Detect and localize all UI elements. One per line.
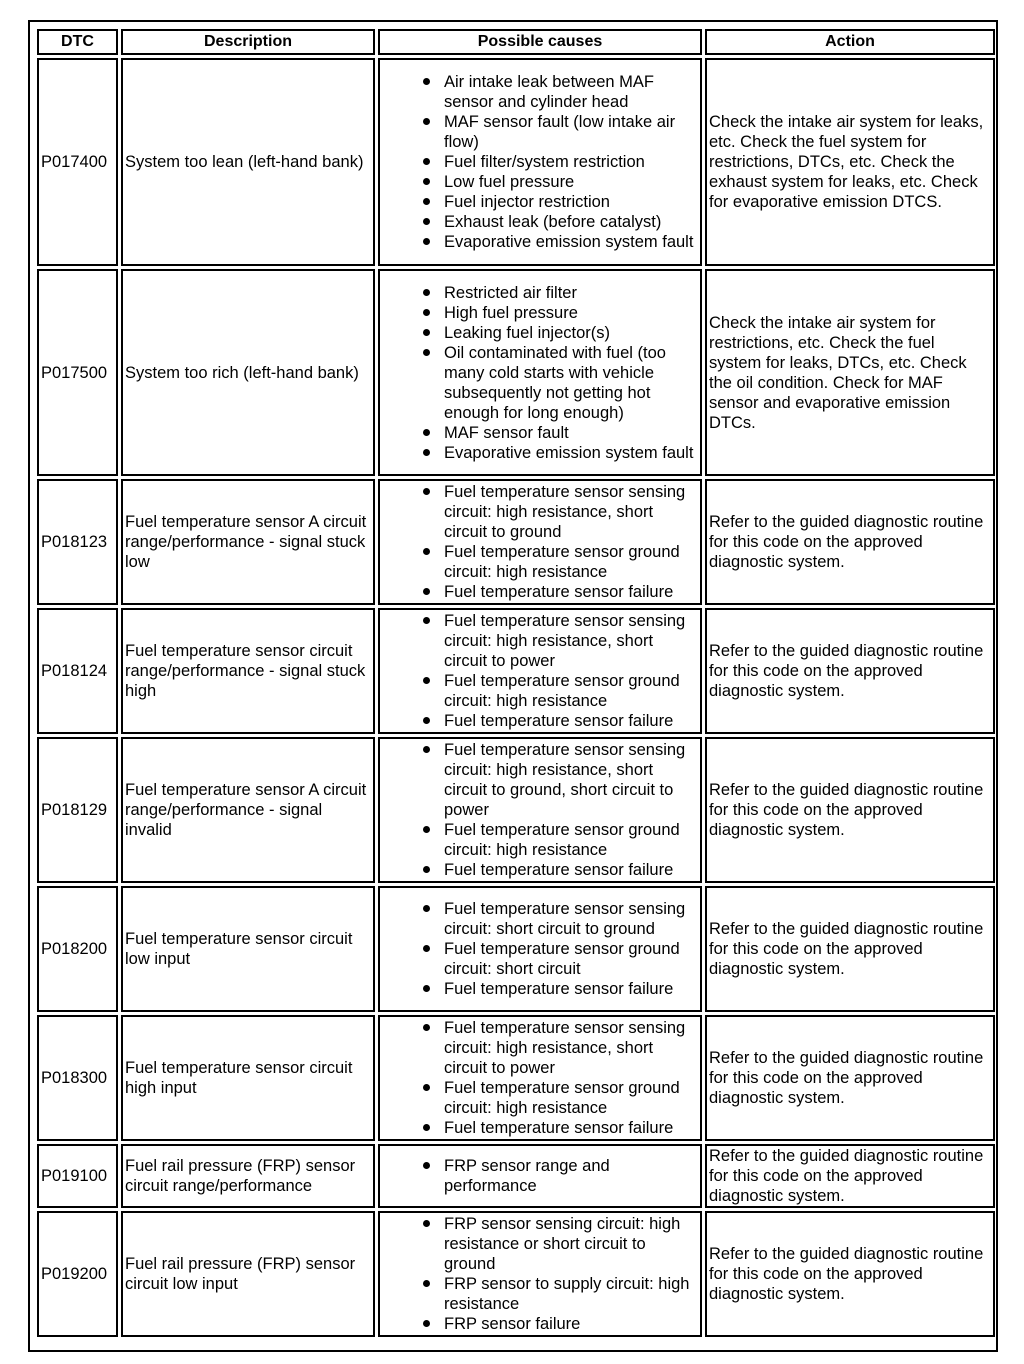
cause-item: FRP sensor sensing circuit: high resistance or short circuit to ground bbox=[444, 1214, 698, 1274]
cause-item: Leaking fuel injector(s) bbox=[444, 323, 698, 343]
cause-item: Air intake leak between MAF sensor and cylinder head bbox=[444, 72, 698, 112]
table-row bbox=[37, 886, 995, 1012]
dtc-code: P018129 bbox=[37, 737, 118, 883]
table-body bbox=[37, 58, 995, 1337]
cause-item: Fuel temperature sensor failure bbox=[444, 1118, 698, 1138]
table-header-row bbox=[37, 29, 995, 55]
cause-item: High fuel pressure bbox=[444, 303, 698, 323]
dtc-description: Fuel temperature sensor circuit low input bbox=[121, 886, 375, 1012]
cause-item: FRP sensor failure bbox=[444, 1314, 698, 1334]
cause-item: FRP sensor range and performance bbox=[444, 1156, 698, 1196]
cause-item: Fuel temperature sensor ground circuit: short circuit bbox=[444, 939, 698, 979]
header-possible-causes: Possible causes bbox=[378, 29, 702, 55]
table-row bbox=[37, 58, 995, 266]
cause-item: Exhaust leak (before catalyst) bbox=[444, 212, 698, 232]
cause-item: MAF sensor fault (low intake air flow) bbox=[444, 112, 698, 152]
dtc-description: Fuel rail pressure (FRP) sensor circuit range/performance bbox=[121, 1144, 375, 1208]
dtc-description: System too lean (left-hand bank) bbox=[121, 58, 375, 266]
possible-causes-cell bbox=[378, 1144, 702, 1208]
possible-causes-cell bbox=[378, 737, 702, 883]
cause-item: Fuel temperature sensor ground circuit: high resistance bbox=[444, 820, 698, 860]
dtc-code: P017500 bbox=[37, 269, 118, 476]
cause-item: Fuel temperature sensor ground circuit: high resistance bbox=[444, 671, 698, 711]
dtc-description: System too rich (left-hand bank) bbox=[121, 269, 375, 476]
dtc-code: P019200 bbox=[37, 1211, 118, 1337]
table-row bbox=[37, 269, 995, 476]
possible-causes-cell bbox=[378, 1015, 702, 1141]
causes-list bbox=[382, 1156, 698, 1196]
dtc-action: Refer to the guided diagnostic routine for this code on the approved diagnostic system. bbox=[705, 608, 995, 734]
dtc-code: P018300 bbox=[37, 1015, 118, 1141]
table-row bbox=[37, 479, 995, 605]
cause-item: Fuel temperature sensor sensing circuit: high resistance, short circuit to ground bbox=[444, 482, 698, 542]
causes-list bbox=[382, 72, 698, 252]
dtc-code: P019100 bbox=[37, 1144, 118, 1208]
causes-list bbox=[382, 740, 698, 880]
dtc-code: P017400 bbox=[37, 58, 118, 266]
cause-item: Evaporative emission system fault bbox=[444, 443, 698, 463]
table-row bbox=[37, 608, 995, 734]
dtc-action: Refer to the guided diagnostic routine for this code on the approved diagnostic system. bbox=[705, 1144, 995, 1208]
dtc-description: Fuel temperature sensor circuit high input bbox=[121, 1015, 375, 1141]
cause-item: Fuel temperature sensor ground circuit: high resistance bbox=[444, 542, 698, 582]
dtc-table-frame bbox=[28, 20, 998, 1352]
possible-causes-cell bbox=[378, 886, 702, 1012]
cause-item: FRP sensor to supply circuit: high resistance bbox=[444, 1274, 698, 1314]
causes-list bbox=[382, 611, 698, 731]
header-dtc: DTC bbox=[37, 29, 118, 55]
dtc-action: Refer to the guided diagnostic routine for this code on the approved diagnostic system. bbox=[705, 1211, 995, 1337]
header-action: Action bbox=[705, 29, 995, 55]
dtc-description: Fuel temperature sensor circuit range/performance - signal stuck high bbox=[121, 608, 375, 734]
cause-item: Evaporative emission system fault bbox=[444, 232, 698, 252]
cause-item: Fuel temperature sensor failure bbox=[444, 860, 698, 880]
table-row bbox=[37, 1144, 995, 1208]
table-row bbox=[37, 737, 995, 883]
possible-causes-cell bbox=[378, 58, 702, 266]
dtc-code: P018123 bbox=[37, 479, 118, 605]
cause-item: Fuel temperature sensor failure bbox=[444, 711, 698, 731]
possible-causes-cell bbox=[378, 269, 702, 476]
dtc-code: P018200 bbox=[37, 886, 118, 1012]
dtc-action: Refer to the guided diagnostic routine for this code on the approved diagnostic system. bbox=[705, 1015, 995, 1141]
causes-list bbox=[382, 1018, 698, 1138]
dtc-action: Refer to the guided diagnostic routine for this code on the approved diagnostic system. bbox=[705, 886, 995, 1012]
cause-item: Fuel temperature sensor ground circuit: high resistance bbox=[444, 1078, 698, 1118]
dtc-description: Fuel temperature sensor A circuit range/performance - signal invalid bbox=[121, 737, 375, 883]
causes-list bbox=[382, 482, 698, 602]
dtc-action: Check the intake air system for restrictions, etc. Check the fuel system for leaks, DTCs, etc. Check the oil condition. Check for MAF sensor and evaporative emission DTCs. bbox=[705, 269, 995, 476]
dtc-action: Check the intake air system for leaks, etc. Check the fuel system for restrictions, DTCs, etc. Check the exhaust system for leaks, etc. Check for evaporative emission DTCS. bbox=[705, 58, 995, 266]
cause-item: Oil contaminated with fuel (too many cold starts with vehicle subsequently not getting hot enough for long enough) bbox=[444, 343, 698, 423]
cause-item: Fuel temperature sensor failure bbox=[444, 582, 698, 602]
cause-item: Low fuel pressure bbox=[444, 172, 698, 192]
dtc-code: P018124 bbox=[37, 608, 118, 734]
causes-list bbox=[382, 283, 698, 463]
cause-item: Restricted air filter bbox=[444, 283, 698, 303]
causes-list bbox=[382, 1214, 698, 1334]
header-description: Description bbox=[121, 29, 375, 55]
table-row bbox=[37, 1015, 995, 1141]
possible-causes-cell bbox=[378, 608, 702, 734]
cause-item: Fuel filter/system restriction bbox=[444, 152, 698, 172]
causes-list bbox=[382, 899, 698, 999]
dtc-description: Fuel temperature sensor A circuit range/performance - signal stuck low bbox=[121, 479, 375, 605]
dtc-action: Refer to the guided diagnostic routine for this code on the approved diagnostic system. bbox=[705, 479, 995, 605]
cause-item: Fuel temperature sensor sensing circuit: high resistance, short circuit to power bbox=[444, 1018, 698, 1078]
table-row bbox=[37, 1211, 995, 1337]
cause-item: Fuel temperature sensor sensing circuit: high resistance, short circuit to ground, short circuit to power bbox=[444, 740, 698, 820]
cause-item: MAF sensor fault bbox=[444, 423, 698, 443]
possible-causes-cell bbox=[378, 479, 702, 605]
cause-item: Fuel temperature sensor sensing circuit: high resistance, short circuit to power bbox=[444, 611, 698, 671]
cause-item: Fuel injector restriction bbox=[444, 192, 698, 212]
dtc-action: Refer to the guided diagnostic routine for this code on the approved diagnostic system. bbox=[705, 737, 995, 883]
dtc-description: Fuel rail pressure (FRP) sensor circuit low input bbox=[121, 1211, 375, 1337]
cause-item: Fuel temperature sensor failure bbox=[444, 979, 698, 999]
possible-causes-cell bbox=[378, 1211, 702, 1337]
cause-item: Fuel temperature sensor sensing circuit: short circuit to ground bbox=[444, 899, 698, 939]
dtc-table bbox=[34, 26, 998, 1340]
